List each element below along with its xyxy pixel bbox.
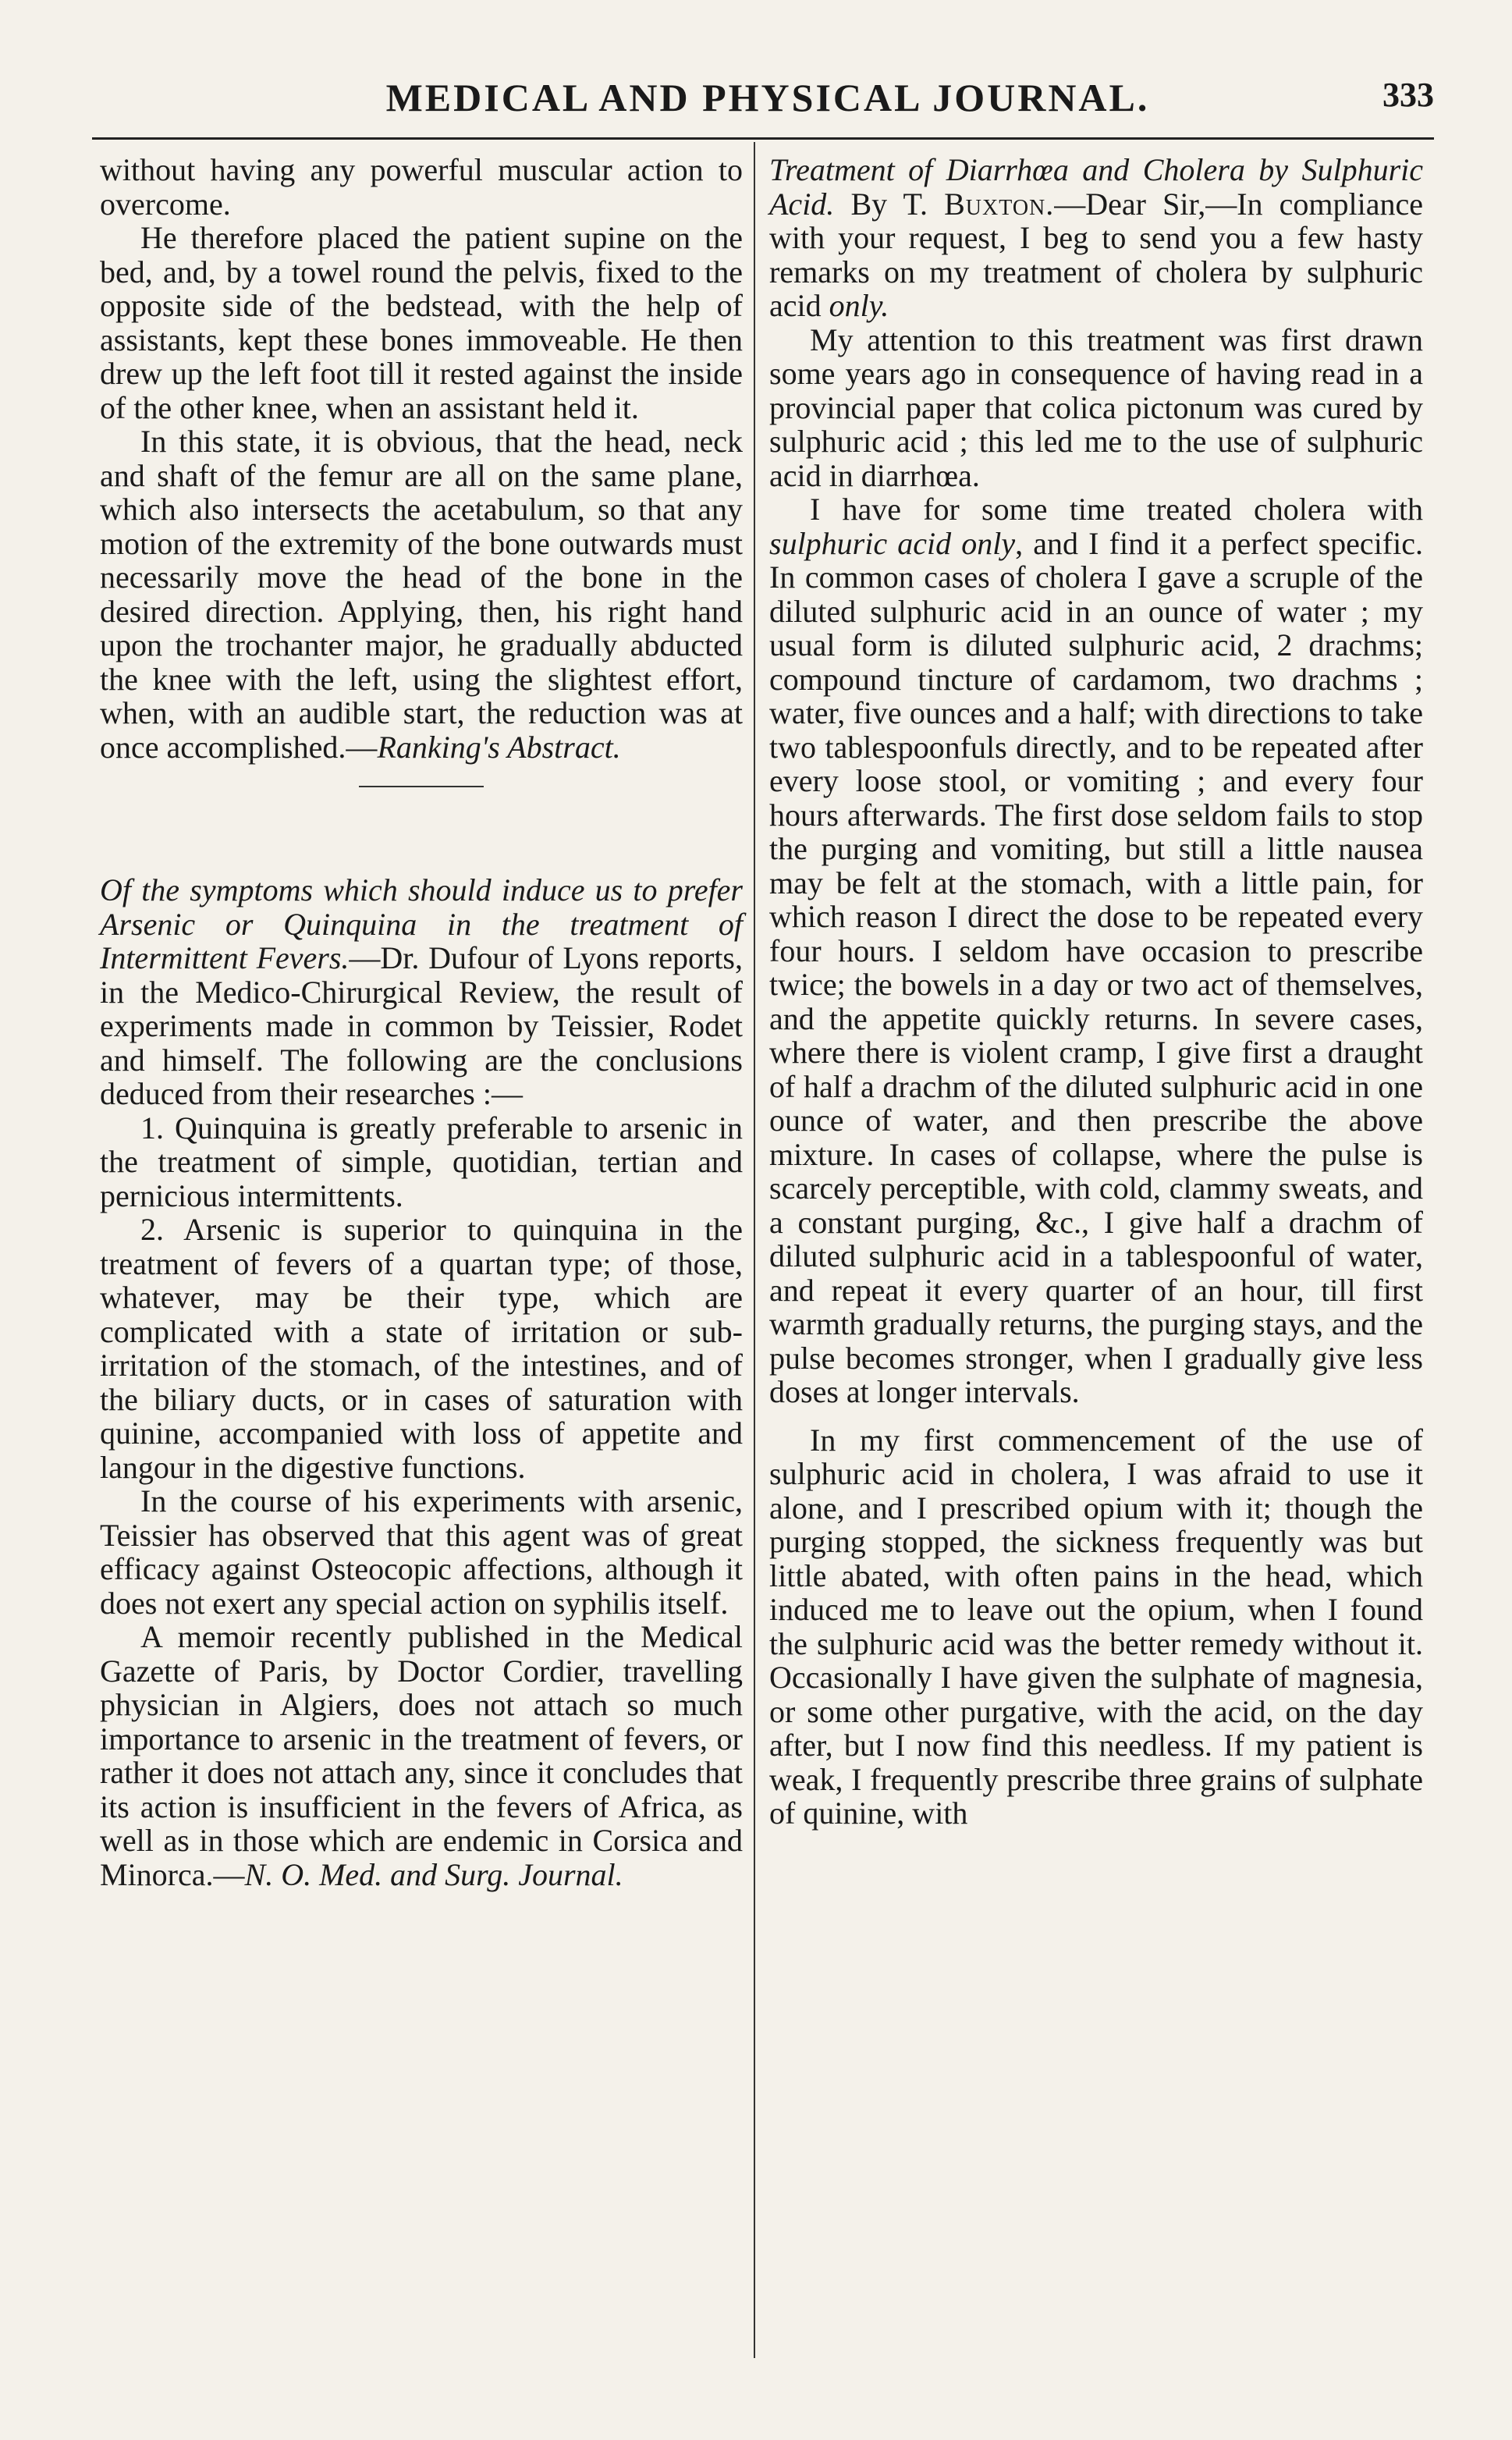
conclusion-item-2: 2. Arsenic is superior to quinquina in the treatment of fevers of a quartan type; of those, whatever, may be their type, which are complicated with a state of irritation or sub-irritation of the stomach, of the intestines, and of the biliary ducts, or in cases of saturation with quinine, accompanied with loss of appetite and langour in the digestive functions.	[100, 1212, 743, 1485]
emphasis-only: only.	[829, 288, 889, 323]
article-arsenic-quinquina	[100, 873, 743, 1111]
running-head	[101, 75, 1434, 130]
journal-title: MEDICAL AND PHYSICAL JOURNAL.	[385, 76, 1150, 119]
article-cholera-treatment	[769, 153, 1423, 323]
paragraph-continuation: without having any powerful muscular action to overcome.	[100, 152, 743, 222]
conclusion-item-1: 1. Quinquina is greatly preferable to arsenic in the treatment of simple, quotidian, tertian and pernicious intermittents.	[100, 1110, 743, 1213]
paragraph-treatment-a: I have for some time treated cholera with	[810, 492, 1423, 527]
paragraph-memoir-text: A memoir recently published in the Medical Gazette of Paris, by Doctor Cordier, travelling physician in Algiers, does not attach so much importance to arsenic in the treatment of fevers, or rather it does not attach any, since it concludes that its action is insufficient in the fevers of Africa, as well as in those which are endemic in Corsica and Minorca.—	[100, 1619, 743, 1892]
right-column	[769, 153, 1423, 1831]
paragraph-attention: My attention to this treatment was first drawn some years ago in consequence of having read in a provincial paper that colica pictonum was cured by sulphuric acid ; this led me to the use of sulphuric acid in diarrhœa.	[769, 321, 1423, 493]
header-rule	[92, 137, 1434, 140]
byline: By T.	[834, 186, 945, 222]
author-name: Buxton.	[944, 186, 1055, 222]
article-intro: —Dr. Dufour of Lyons reports, in the Medico-Chirurgical Review, the result of experiments made in common by Teissier, Rodet and himself. The following are the conclusions deduced from their researches :—	[100, 940, 743, 1111]
paragraph-treatment-b: , and I find it a perfect specific. In common cases of cholera I gave a scruple of the diluted sulphuric acid in an ounce of water ; my usual form is diluted sulphuric acid, 2 drachms; compound tincture of cardamom, two drachms ; water, five ounces and a half; with directions to take two tablespoonfuls directly, and to be repeated after every loose stool, or vomiting ; and every four hours afterwards. The first dose seldom fails to stop the purging and vomiting, but still a little nausea may be felt at the stomach, with a little pain, for which reason I direct the dose to be repeated every four hours. I seldom have occasion to prescribe twice; the bowels in a day or two act of themselves, and the appetite quickly returns. In severe cases, where there is violent cramp, I give first a draught of half a drachm of the diluted sulphuric acid in one ounce of water, and then prescribe the above mixture. In cases of collapse, where the pulse is scarcely perceptible, with cold, clammy sweats, and a constant purging, &c., I give half a drachm of diluted sulphuric acid in a tablespoonful of water, and repeat it every quarter of an hour, till first warmth gradually returns, the purging stays, and the pulse becomes stronger, when I gradually give less doses at longer intervals.	[769, 525, 1423, 1409]
article-title: Treatment of Diarrhœa and Cholera by Sulphuric Acid.	[769, 152, 1423, 222]
paragraph-femur-text: In this state, it is obvious, that the head, neck and shaft of the femur are all on the same plane, which also intersects the acetabulum, so that any motion of the extremity of the bone outwards must necessarily move the head of the bone in the desired direction. Applying, then, his right hand upon the trochanter major, he gradually abducted the knee with the left, using the slightest effort, when, with an audible start, the reduction was at once accomplished.—	[100, 424, 743, 765]
article-intro: —Dear Sir,—In compliance with your request, I beg to send you a few hasty remarks on my treatment of cholera by sulphuric acid	[769, 186, 1423, 323]
paragraph-reduction-method: He therefore placed the patient supine on the bed, and, by a towel round the pelvis, fixed to the opposite side of the bedstead, with the help of assistants, kept these bones immoveable. He then drew up the left foot till it rested against the inside of the other knee, when an assistant held it.	[100, 220, 743, 425]
article-title: Of the symptoms which should induce us to prefer Arsenic or Quinquina in the treatment of Intermittent Fevers.	[100, 872, 743, 975]
page-number: 333	[1382, 76, 1434, 114]
emphasis-acid-only: sulphuric acid only	[769, 525, 1016, 561]
paragraph-memoir	[100, 1620, 743, 1891]
source-citation: Ranking's Abstract.	[377, 729, 621, 765]
column-divider	[754, 142, 755, 2358]
paragraph-treatment	[769, 492, 1423, 1409]
left-column	[100, 153, 743, 1891]
source-citation: N. O. Med. and Surg. Journal.	[244, 1856, 623, 1892]
paragraph-femur	[100, 424, 743, 764]
paragraph-teissier: In the course of his experiments with arsenic, Teissier has observed that this agent was of great efficacy against Osteocopic affections, although it does not exert any special action on syphilis itself.	[100, 1483, 743, 1621]
paragraph-commencement: In my first commencement of the use of sulphuric acid in cholera, I was afraid to use it alone, and I prescribed opium with it; though the purging stopped, the sickness frequently was but little abated, with often pains in the head, which induced me to leave out the opium, when I found the sulphuric acid was the better remedy without it. Occasionally I have given the sulphate of magnesia, or some other purgative, with the acid, on the day after, but I now find this needless. If my patient is weak, I frequently prescribe three grains of sulphate of quinine, with	[769, 1422, 1423, 1831]
section-gap	[100, 787, 743, 873]
